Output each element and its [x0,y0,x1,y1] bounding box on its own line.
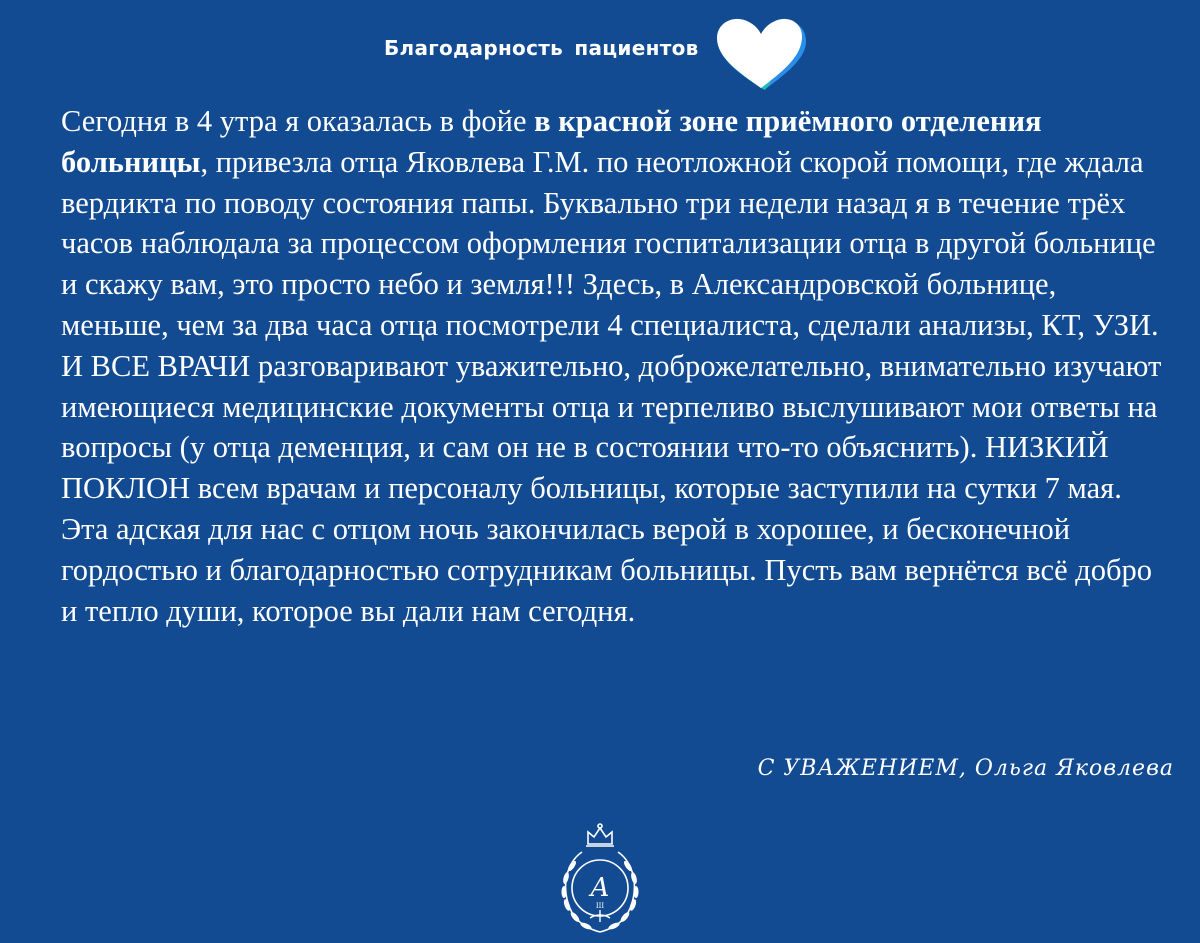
heart-logo-icon [713,12,809,92]
header [384,12,809,92]
letter-p1-start: Сегодня в 4 утра я оказалась в фойе [61,104,535,138]
signature: С УВАЖЕНИЕМ, Ольга Яковлева [757,756,1174,781]
letter-p1-end: , привезла отца Яковлева Г.М. по неотложной скорой помощи, где ждала вердикта по поводу состояния папы. Буквально три недели назад я в течение трёх часов наблюдала за процессом оформления госпитализации отца в другой больнице и скажу вам, это просто небо и земля!!! Здесь, в Александровской больнице, меньше, чем за два часа отца посмотрели 4 специалиста, сделали анализы, КТ, УЗИ. [61,144,1159,342]
letter-paragraph-2: И ВСЕ ВРАЧИ разговаривают уважительно, доброжелательно, внимательно изучают имеющиеся медицинские документы отца и терпеливо выслушивают мои ответы на вопросы (у отца деменция, и сам он не в состоянии что-то объяснить). НИЗКИЙ ПОКЛОН всем врачам и персоналу больницы, которые заступили на сутки 7 мая. Эта адская для нас с отцом ночь закончилась верой в хорошее, и бесконечной гордостью и благодарностью сотрудникам больницы. Пусть вам вернётся всё добро и тепло души, которое вы дали нам сегодня. [61,348,1162,628]
emblem-letter: А [590,873,610,903]
letter-p1-bold: в красной зоне приёмного отделения больницы [61,104,1042,179]
emblem-numeral: III [595,902,605,910]
hospital-emblem-icon [552,822,648,940]
letter-paragraph-1 [61,101,1171,346]
gratitude-letter [61,101,1171,631]
header-title: Благодарность пациентов [384,36,699,60]
